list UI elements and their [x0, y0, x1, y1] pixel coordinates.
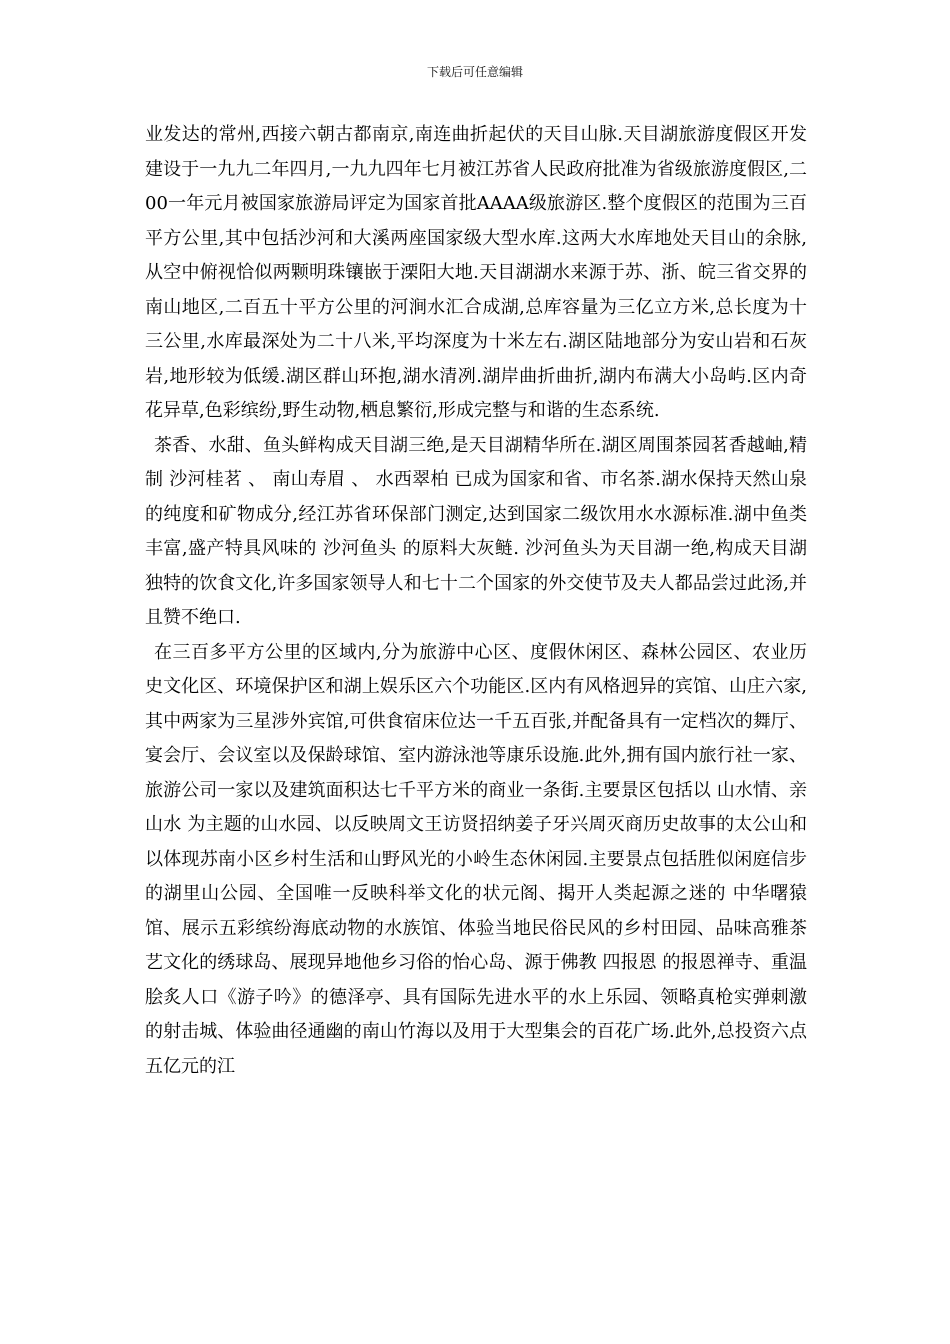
document-body [145, 118, 807, 1084]
paragraph-3: 在三百多平方公里的区域内,分为旅游中心区、度假休闲区、森林公园区、农业历史文化区、环境保护区和湖上娱乐区六个功能区.区内有风格迥异的宾馆、山庄六家,其中两家为三星涉外宾馆,可供食宿床位达一千五百张,并配备具有一定档次的舞厅、宴会厅、会议室以及保龄球馆、室内游泳池等康乐设施.此外,拥有国内旅行社一家、旅游公司一家以及建筑面积达七千平方米的商业一条街.主要景区包括以 山水情、亲山水 为主题的山水园、以反映周文王访贤招纳姜子牙兴周灭商历史故事的太公山和以体现苏南小区乡村生活和山野风光的小岭生态休闲园.主要景点包括胜似闲庭信步的湖里山公园、全国唯一反映科举文化的状元阁、揭开人类起源之迷的 中华曙猿 馆、展示五彩缤纷海底动物的水族馆、体验当地民俗民风的乡村田园、品味高雅茶艺文化的绣球岛、展现异地他乡习俗的怡心岛、源于佛教 四报恩 的报恩禅寺、重温脍炙人口《游子吟》的德泽亭、具有国际先进水平的水上乐园、领略真枪实弹刺激的射击城、体验曲径通幽的南山竹海以及用于大型集会的百花广场.此外,总投资六点五亿元的江 [145, 641, 807, 1077]
paragraph-2: 茶香、水甜、鱼头鲜构成天目湖三绝,是天目湖精华所在.湖区周围茶园茗香越岫,精制 沙河桂茗 、 南山寿眉 、 水西翠柏 已成为国家和省、市名茶.湖水保持天然山泉的纯度和矿物成分,经江苏省环保部门测定,达到国家二级饮用水水源标准.湖中鱼类丰富,盛产特具风味的 沙河鱼头 的原料大灰鲢. 沙河鱼头为天目湖一绝,构成天目湖独特的饮食文化,许多国家领导人和七十二个国家的外交使节及夫人都品尝过此汤,并且赞不绝口. [145, 434, 807, 628]
page-header: 下载后可任意编辑 [426, 65, 523, 79]
paragraph-1: 业发达的常州,西接六朝古都南京,南连曲折起伏的天目山脉.天目湖旅游度假区开发建设于一九九二年四月,一九九四年七月被江苏省人民政府批准为省级旅游度假区,二00一年元月被国家旅游局评定为国家首批AAAA级旅游区.整个度假区的范围为三百平方公里,其中包括沙河和大溪两座国家级大型水库.这两大水库地处天目山的余脉,从空中俯视恰似两颗明珠镶嵌于溧阳大地.天目湖湖水来源于苏、浙、皖三省交界的南山地区,二百五十平方公里的河涧水汇合成湖,总库容量为三亿立方米,总长度为十三公里,水库最深处为二十八米,平均深度为十米左右.湖区陆地部分为安山岩和石灰岩,地形较为低缓.湖区群山环抱,湖水清冽.湖岸曲折曲折,湖内布满大小岛屿.区内奇花异草,色彩缤纷,野生动物,栖息繁衍,形成完整与和谐的生态系统. [145, 124, 807, 421]
